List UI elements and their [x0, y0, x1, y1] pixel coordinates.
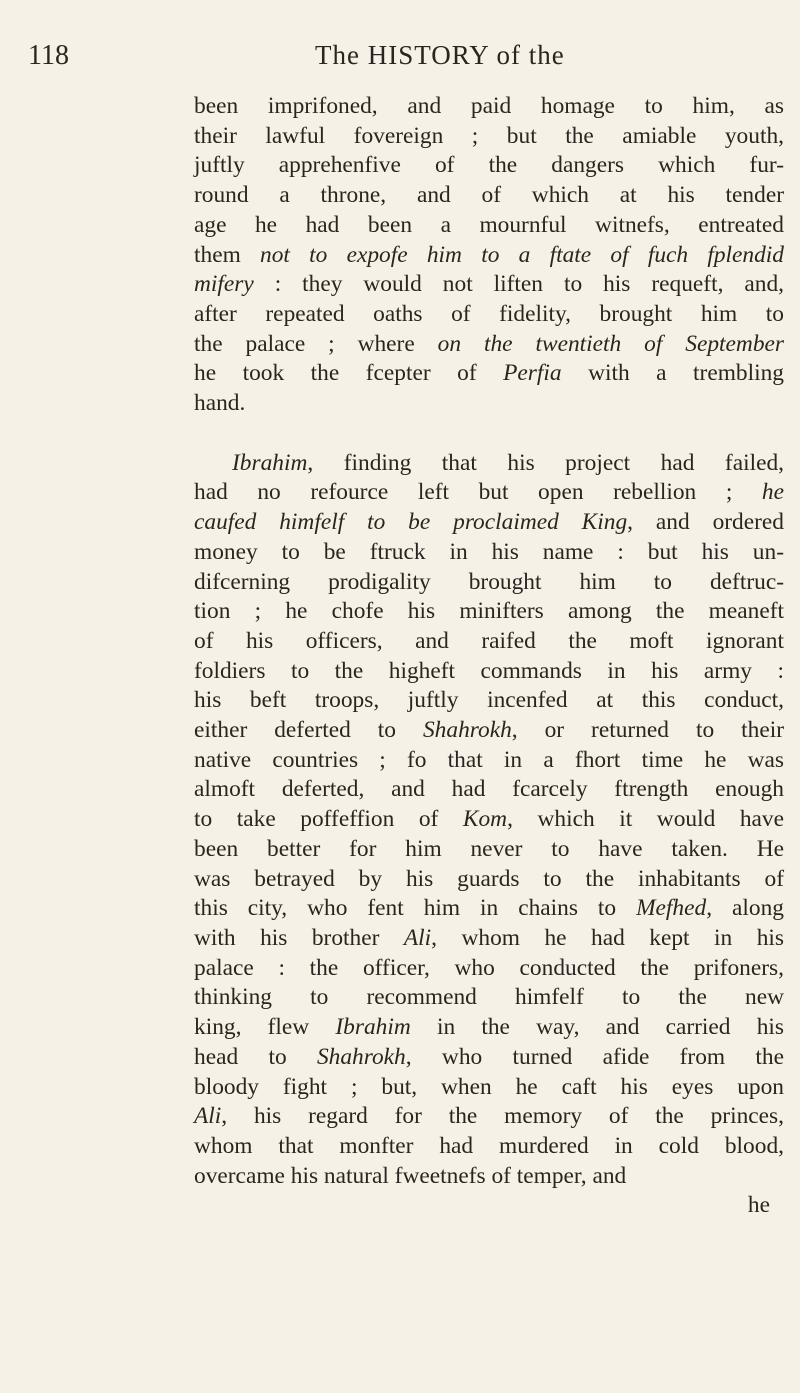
- italic-run: mifery: [194, 271, 254, 298]
- text-line: either deferted to Shahrokh, or returned to their: [194, 717, 784, 744]
- text-line: of his officers, and raifed the moft ignorant: [194, 627, 784, 654]
- italic-run: Perfia: [503, 360, 562, 387]
- page-number: 118: [28, 40, 69, 71]
- text-line: head to Shahrokh, who turned afide from the: [194, 1043, 784, 1070]
- running-head: The HISTORY of the: [315, 40, 565, 70]
- italic-run: caufed himfelf to be proclaimed King: [194, 509, 628, 536]
- text-line: foldiers to the higheft commands in his army :: [194, 657, 784, 684]
- italic-run: Ali: [194, 1103, 222, 1130]
- text-line: was betrayed by his guards to the inhabitants of: [194, 865, 784, 892]
- text-line: native countries ; fo that in a fhort time he was: [194, 746, 784, 773]
- catchword: he: [747, 1192, 770, 1219]
- body-text: [194, 92, 784, 1221]
- text-line: been imprifoned, and paid homage to him, as: [194, 93, 784, 119]
- text-line: whom that monfter had murdered in cold blood,: [194, 1132, 784, 1159]
- text-line: had no refource left but open rebellion ; he: [194, 479, 784, 506]
- italic-run: Ibrahim: [232, 449, 308, 476]
- text-line: bloody fight ; but, when he caft his eyes upon: [194, 1073, 784, 1100]
- text-line: Ali, his regard for the memory of the princes,: [194, 1103, 784, 1130]
- text-line: round a throne, and of which at his tender: [194, 182, 784, 209]
- page-header: [0, 40, 800, 80]
- paragraph-1: [194, 92, 784, 419]
- text-line: the palace ; where on the twentieth of September: [194, 330, 785, 357]
- text-line: his beft troops, juftly incenfed at this conduct,: [194, 687, 784, 714]
- text-line: almoft deferted, and had fcarcely ftrength enough: [194, 776, 784, 803]
- text-line: he took the fcepter of Perfia with a trembling: [194, 360, 784, 387]
- text-line: with his brother Ali, whom he had kept in his: [194, 924, 784, 951]
- italic-run: Shahrokh: [422, 717, 512, 744]
- text-line: after repeated oaths of fidelity, brought him to: [194, 300, 784, 327]
- italic-run: he: [761, 479, 784, 506]
- text-line: caufed himfelf to be proclaimed King, and ordered: [194, 509, 784, 536]
- italic-run: not to expofe him to a ftate of fuch fplendid: [260, 241, 784, 268]
- italic-run: Shahrokh: [316, 1043, 406, 1070]
- text-line: juftly apprehenfive of the dangers which fur-: [194, 152, 784, 179]
- italic-run: Mefhed: [636, 895, 707, 922]
- paragraph-gap: [194, 419, 784, 449]
- paragraph-2: [194, 449, 784, 1192]
- text-line: this city, who fent him in chains to Mefhed, along: [194, 895, 784, 922]
- text-line: age he had been a mournful witnefs, entreated: [194, 211, 784, 238]
- italic-run: on the twentieth of September: [437, 330, 785, 357]
- text-line: Ibrahim, finding that his project had failed,: [232, 449, 784, 476]
- text-line: tion ; he chofe his minifters among the meaneft: [194, 598, 784, 625]
- text-line: their lawful fovereign ; but the amiable youth,: [194, 122, 784, 149]
- text-line: palace : the officer, who conducted the prifoners,: [194, 954, 784, 981]
- italic-run: Kom: [462, 806, 508, 833]
- text-line: money to be ftruck in his name : but his un-: [194, 538, 784, 565]
- text-line: mifery : they would not liften to his requeft, and,: [194, 271, 784, 298]
- italic-run: Ali: [403, 924, 432, 951]
- text-line: overcame his natural fweetnefs of temper, and: [194, 1162, 627, 1189]
- text-line: been better for him never to have taken. He: [194, 835, 784, 862]
- text-line: to take poffeffion of Kom, which it would have: [194, 806, 784, 833]
- text-line: difcerning prodigality brought him to deftruc-: [194, 568, 784, 595]
- text-line: them not to expofe him to a ftate of fuch fplendid: [194, 241, 784, 268]
- text-line: thinking to recommend himfelf to the new: [194, 984, 784, 1011]
- text-line: hand.: [194, 390, 246, 417]
- italic-run: Ibrahim: [335, 1014, 411, 1041]
- text-line: king, flew Ibrahim in the way, and carried his: [194, 1014, 784, 1041]
